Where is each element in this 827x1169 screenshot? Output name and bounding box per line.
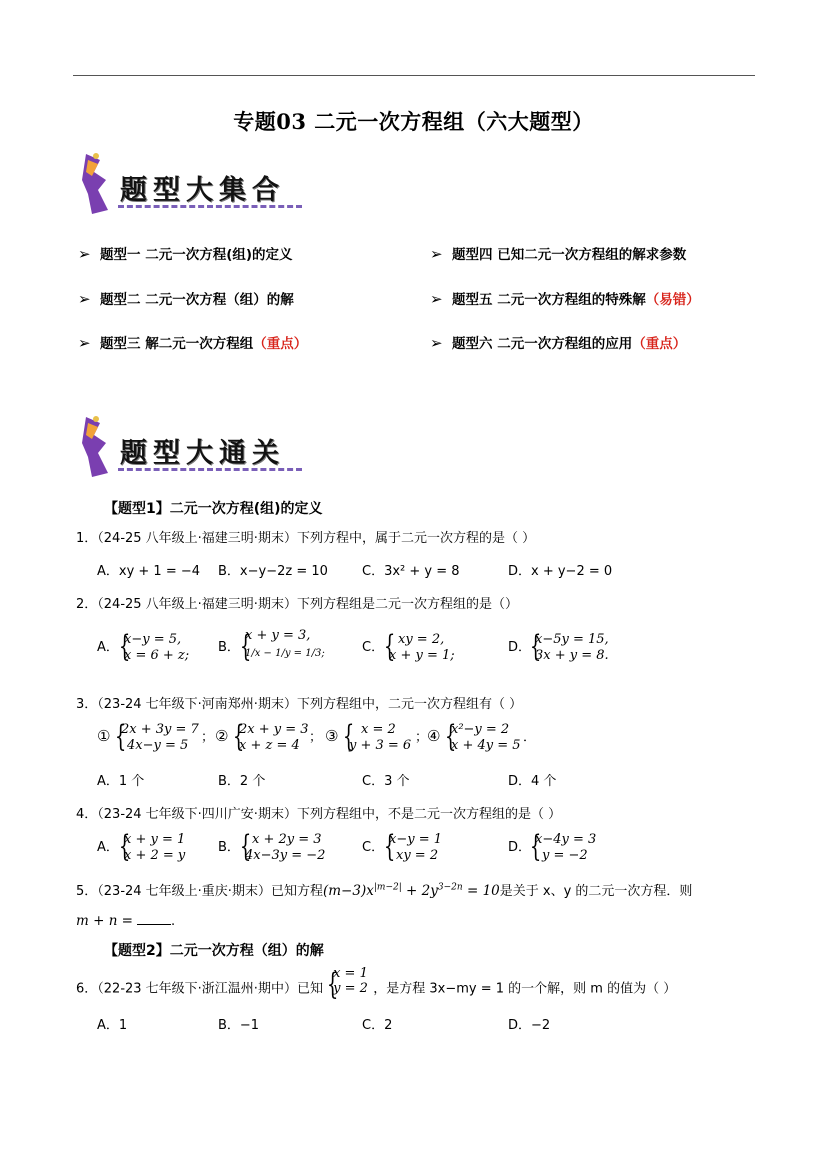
q3-option-b[interactable]: B．2 个 bbox=[218, 774, 266, 789]
question-2: 2．（24-25 八年级上·福建三明·期末）下列方程组是二元一次方程组的是（） bbox=[76, 597, 518, 612]
q3-option-c[interactable]: C．3 个 bbox=[362, 774, 410, 789]
eq-line: x + z = 4 bbox=[239, 738, 300, 753]
question-4: 4．（23-24 七年级下·四川广安·期末）下列方程组中，不是二元一次方程组的是（ ） bbox=[76, 807, 562, 822]
arrow-icon: ➢ bbox=[78, 334, 91, 352]
toc-label: 题型二 二元一次方程（组）的解 bbox=[100, 292, 294, 308]
toc-tag: （易错） bbox=[645, 292, 700, 308]
eq-line: xy = 2, bbox=[398, 632, 445, 647]
eq-line: x−y = 5, bbox=[124, 632, 182, 647]
q5-expression: m + n = bbox=[76, 913, 133, 929]
q5-equation: $(m-3)x^{|m-2|} + 2y^{3-2n} = 10$ bbox=[322, 882, 500, 899]
arrow-icon: ➢ bbox=[430, 290, 443, 308]
eq-line: x + 2 = y bbox=[124, 848, 186, 863]
q1-option-b[interactable]: B．x−y−2z = 10 bbox=[218, 564, 328, 579]
eq-line: x−4y = 3 bbox=[535, 832, 597, 847]
q1-option-d[interactable]: D．x + y−2 = 0 bbox=[508, 564, 613, 579]
banner-title: 题型大集合 bbox=[120, 175, 285, 206]
toc-item-3[interactable] bbox=[78, 332, 307, 352]
q6-option-c[interactable]: C．2 bbox=[362, 1018, 393, 1033]
eq-line: x + y = 1; bbox=[389, 648, 455, 663]
banner-practice bbox=[78, 413, 308, 481]
eq-line: x = 6 + z; bbox=[124, 648, 190, 663]
eq-line: x + 2y = 3 bbox=[252, 832, 322, 847]
eq-line: y + 3 = 6 bbox=[349, 738, 412, 753]
eq-line: y = −2 bbox=[542, 848, 588, 863]
eq-line: 2x + 3y = 7 bbox=[121, 722, 199, 737]
banner-underline bbox=[118, 468, 302, 471]
eq-line: x−5y = 15, bbox=[535, 632, 609, 647]
toc-item-1[interactable] bbox=[78, 243, 293, 263]
q5-answer-line: m + n = . bbox=[76, 913, 176, 929]
q6-system: { x = 1 y = 2 bbox=[326, 966, 368, 1002]
eq-line: x−y = 1 bbox=[389, 832, 442, 847]
eq-line: x + 4y = 5 bbox=[451, 738, 521, 753]
toc-item-4[interactable] bbox=[430, 243, 686, 263]
arrow-icon: ➢ bbox=[78, 290, 91, 308]
q5-text-2: 是关于 x、y 的二元一次方程．则 bbox=[499, 884, 693, 899]
toc-label: 题型六 二元一次方程组的应用 bbox=[452, 336, 633, 352]
question-5 bbox=[76, 880, 692, 899]
eq-line: x + y = 3, bbox=[245, 628, 311, 643]
banner-collection bbox=[78, 150, 308, 218]
question-6 bbox=[76, 966, 677, 1004]
top-rule bbox=[73, 75, 755, 76]
question-3: 3．（23-24 七年级下·河南郑州·期末）下列方程组中，二元一次方程组有（ ） bbox=[76, 697, 523, 712]
eq-line: 2x + y = 3 bbox=[239, 722, 309, 737]
q3-option-d[interactable]: D．4 个 bbox=[508, 774, 557, 789]
toc-item-2[interactable] bbox=[78, 288, 294, 308]
eq-line: 4x−3y = −2 bbox=[245, 848, 326, 863]
banner-underline bbox=[118, 205, 302, 208]
eq-line: x = 1 bbox=[333, 966, 368, 981]
toc-tag: （重点） bbox=[632, 336, 687, 352]
page-title: 专题03 二元一次方程组（六大题型） bbox=[233, 109, 594, 134]
q5-text: 5．（23-24 七年级上·重庆·期末）已知方程 bbox=[76, 884, 323, 899]
q1-option-a[interactable]: A．xy + 1 = −4 bbox=[97, 564, 201, 579]
q6-text: 6．（22-23 七年级下·浙江温州·期中）已知 bbox=[76, 981, 323, 997]
q6-option-d[interactable]: D．−2 bbox=[508, 1018, 551, 1033]
toc-tag: （重点） bbox=[253, 336, 308, 352]
arrow-icon: ➢ bbox=[78, 245, 91, 263]
q3-option-a[interactable]: A．1 个 bbox=[97, 774, 145, 789]
question-1: 1．（24-25 八年级上·福建三明·期末）下列方程中，属于二元一次方程的是（ ） bbox=[76, 531, 536, 546]
toc-item-6[interactable] bbox=[430, 332, 686, 352]
arrow-icon: ➢ bbox=[430, 245, 443, 263]
toc-item-5[interactable] bbox=[430, 288, 700, 308]
eq-line: xy = 2 bbox=[396, 848, 439, 863]
eq-line: x²−y = 2 bbox=[451, 722, 510, 737]
toc-label: 题型一 二元一次方程(组)的定义 bbox=[100, 247, 293, 263]
q6-option-b[interactable]: B．−1 bbox=[218, 1018, 260, 1033]
toc-label: 题型四 已知二元一次方程组的解求参数 bbox=[452, 247, 687, 263]
eq-line: 1/x − 1/y = 1/3; bbox=[245, 648, 325, 659]
banner-title: 题型大通关 bbox=[120, 438, 285, 469]
arrow-icon: ➢ bbox=[430, 334, 443, 352]
section-heading-1: 【题型1】二元一次方程(组)的定义 bbox=[104, 501, 323, 517]
q1-option-c[interactable]: C．3x² + y = 8 bbox=[362, 564, 460, 579]
q6-text-2: ，是方程 3x−my = 1 的一个解，则 m 的值为（ ） bbox=[373, 981, 677, 997]
eq-line: y = 2 bbox=[333, 981, 368, 996]
eq-line: 4x−y = 5 bbox=[127, 738, 189, 753]
eq-line: 3x + y = 8. bbox=[535, 648, 609, 663]
answer-blank[interactable] bbox=[137, 924, 171, 925]
eq-line: x = 2 bbox=[361, 722, 396, 737]
toc-label: 题型三 解二元一次方程组 bbox=[100, 336, 254, 352]
section-heading-2: 【题型2】二元一次方程（组）的解 bbox=[104, 943, 324, 959]
eq-line: x + y = 1 bbox=[124, 832, 186, 847]
toc-label: 题型五 二元一次方程组的特殊解 bbox=[452, 292, 646, 308]
q6-option-a[interactable]: A．1 bbox=[97, 1018, 128, 1033]
